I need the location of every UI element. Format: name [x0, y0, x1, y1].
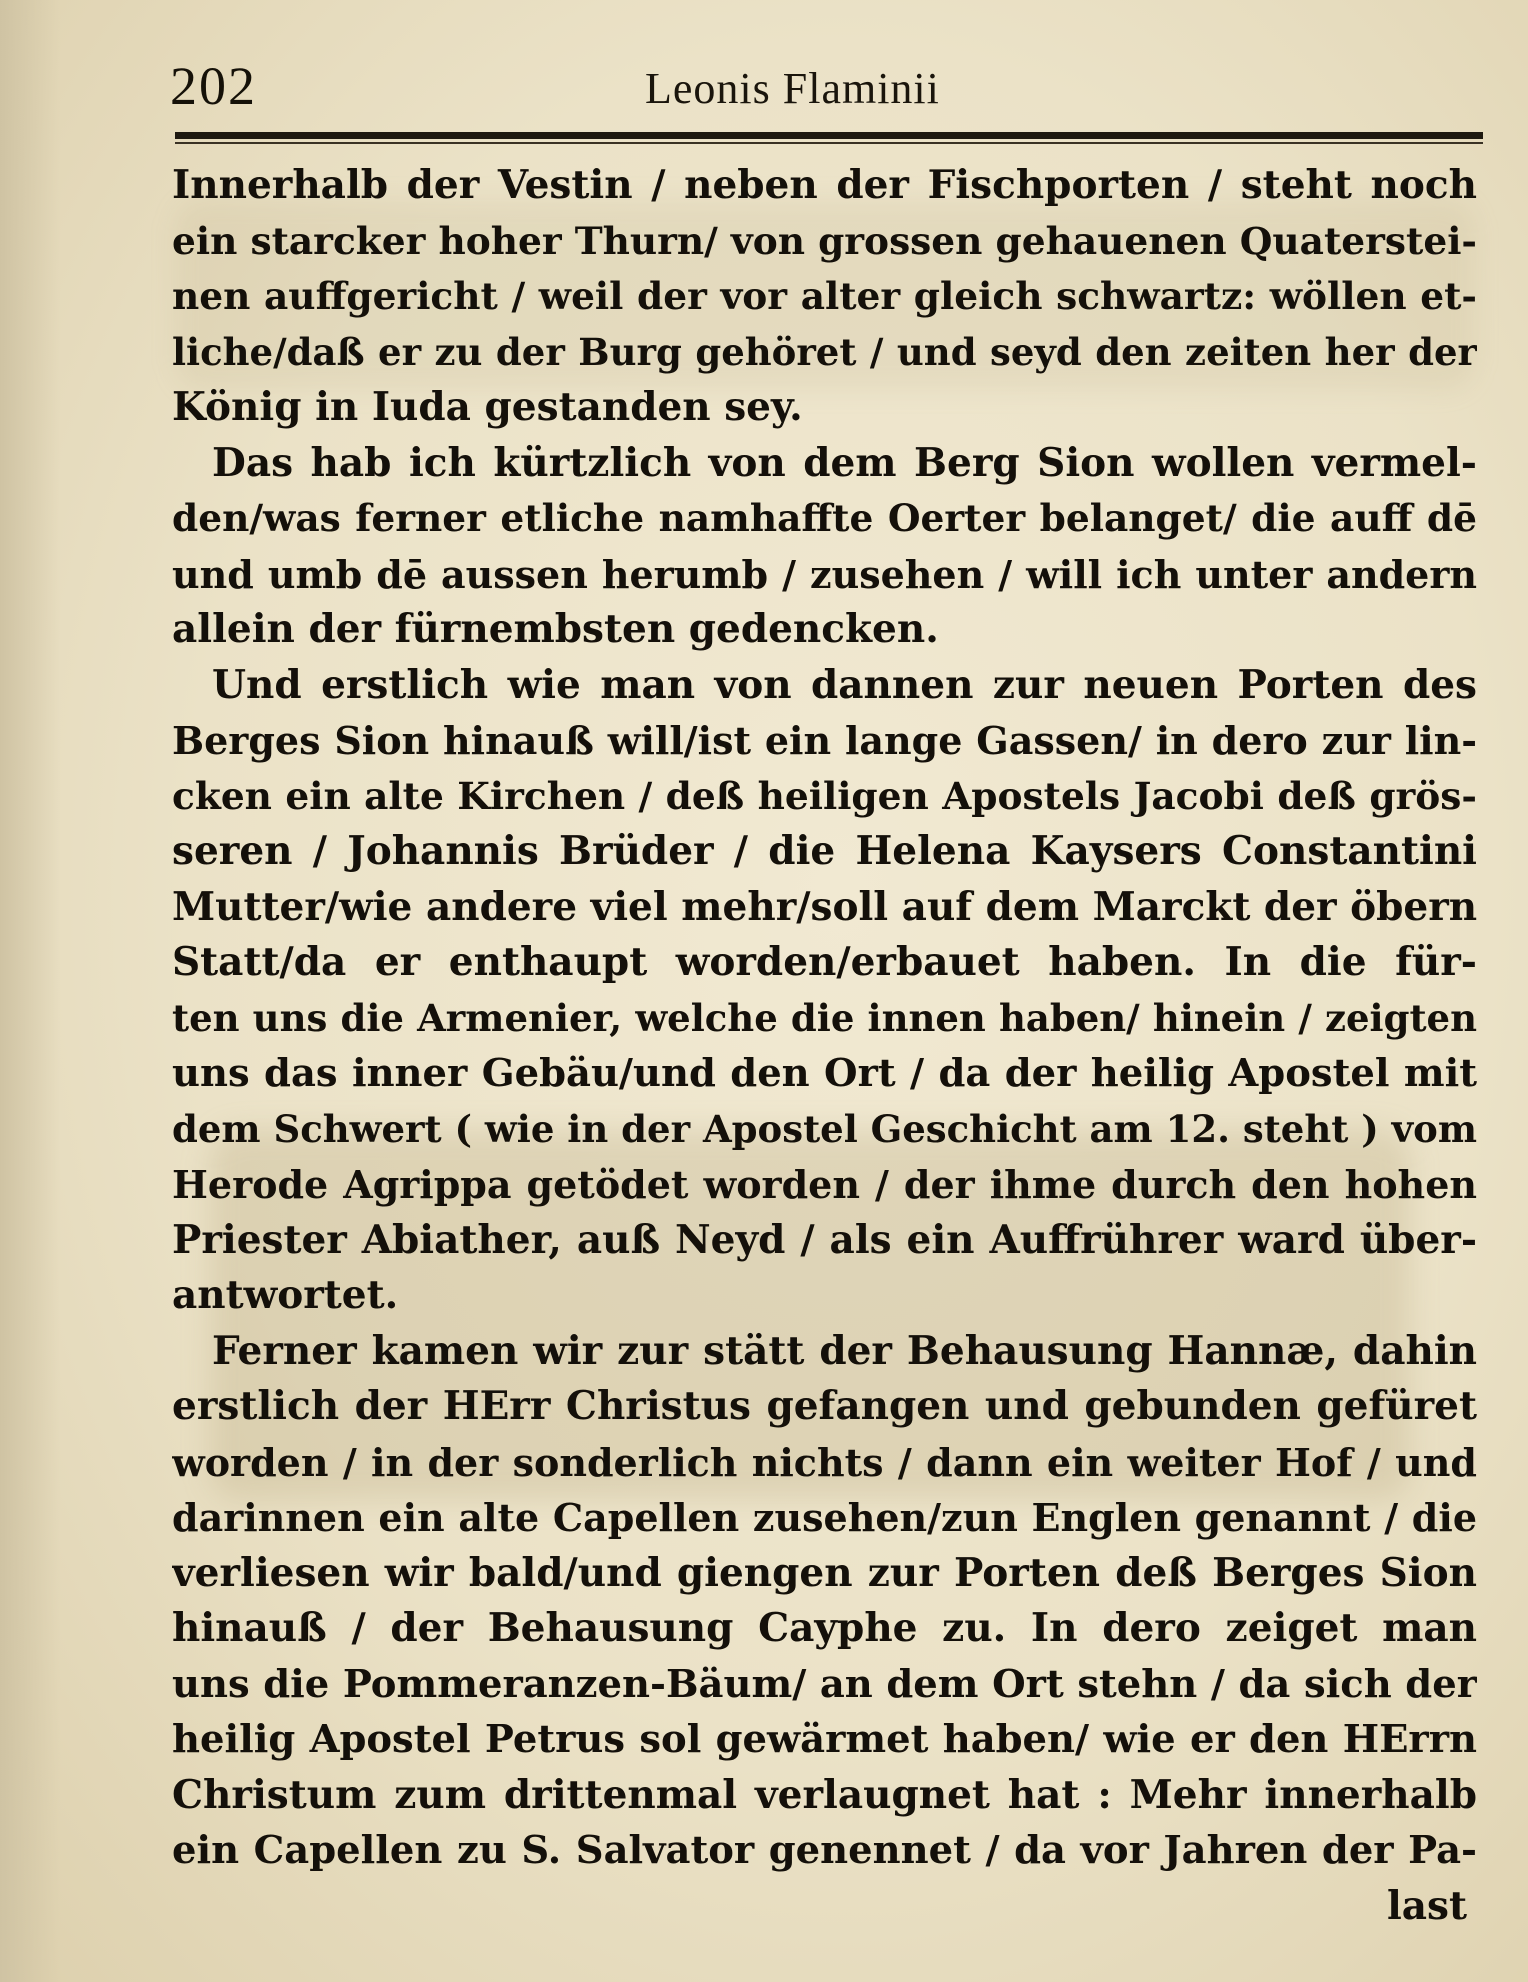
body-text [172, 158, 1477, 1934]
text-line: Berges Sion hinauß will/ist ein lange Gassen/ in dero zur lin- [172, 718, 1477, 763]
header-rule-thin [175, 142, 1483, 144]
text-line: ein Capellen zu S. Salvator genennet / da vor Jahren der Pa- [172, 1828, 1477, 1873]
text-line: cken ein alte Kirchen / deß heiligen Apostels Jacobi deß grös- [172, 773, 1477, 818]
text-line: Das hab ich kürtzlich von dem Berg Sion wollen vermel- [212, 439, 1477, 486]
text-line: hinauß / der Behausung Cayphe zu. In dero zeiget man [172, 1605, 1477, 1651]
text-line: Statt/da er enthaupt worden/erbauet haben. In die für- [172, 939, 1477, 985]
running-head: Leonis Flaminii [645, 64, 940, 113]
text-line: Mutter/wie andere viel mehr/soll auf dem Marckt der öbern [172, 883, 1477, 930]
text-line: Priester Abiather, auß Neyd / als ein Auffrührer ward über- [172, 1216, 1477, 1263]
catchword: last [1386, 1882, 1467, 1929]
text-line: antwortet. [172, 1272, 399, 1318]
page-number: 202 [170, 56, 257, 116]
text-line: und umb dē aussen herumb / zusehen / will ich unter andern [172, 551, 1477, 597]
text-line: dem Schwert ( wie in der Apostel Geschicht am 12. steht ) vom [172, 1106, 1477, 1151]
page-gutter-shadow [0, 0, 60, 1982]
page-header [170, 55, 1480, 125]
text-line: Und erstlich wie man von dannen zur neuen Porten des [212, 661, 1477, 708]
text-line: König in Iuda gestanden sey. [172, 384, 803, 430]
text-line: allein der fürnembsten gedencken. [172, 606, 939, 652]
text-line: nen auffgericht / weil der vor alter gleich schwartz: wöllen et- [172, 274, 1477, 318]
text-line: Herode Agrippa getödet worden / der ihme durch den hohen [172, 1162, 1477, 1207]
header-rule [175, 132, 1483, 139]
text-line: verliesen wir bald/und giengen zur Porten deß Berges Sion [172, 1549, 1477, 1596]
text-line: erstlich der HErr Christus gefangen und gebunden gefüret [172, 1383, 1477, 1429]
text-line: Innerhalb der Vestin / neben der Fischporten / steht noch [172, 162, 1477, 208]
text-line: ten uns die Armenier, welche die innen haben/ hinein / zeigten [172, 995, 1477, 1040]
text-line: worden / in der sonderlich nichts / dann ein weiter Hof / und [172, 1439, 1477, 1485]
text-line: Ferner kamen wir zur stätt der Behausung Hannæ, dahin [212, 1327, 1477, 1374]
text-line: ein starcker hoher Thurn/ von grossen gehauenen Quaterstei- [172, 218, 1477, 263]
text-line: heilig Apostel Petrus sol gewärmet haben/ wie er den HErrn [172, 1717, 1477, 1762]
text-line: uns die Pommeranzen-Bäum/ an dem Ort stehn / da sich der [172, 1661, 1477, 1707]
text-line: Christum zum drittenmal verlaugnet hat : Mehr innerhalb [172, 1771, 1477, 1818]
text-line: den/was ferner etliche namhaffte Oerter belanget/ die auff dē [172, 496, 1477, 540]
text-line: uns das inner Gebäu/und den Ort / da der heilig Apostel mit [172, 1051, 1477, 1096]
text-line: darinnen ein alte Capellen zusehen/zun Englen genannt / die [172, 1495, 1477, 1540]
text-line: seren / Johannis Brüder / die Helena Kaysers Constantini [172, 828, 1477, 874]
text-line: liche/daß er zu der Burg gehöret / und seyd den zeiten her der [172, 329, 1477, 374]
